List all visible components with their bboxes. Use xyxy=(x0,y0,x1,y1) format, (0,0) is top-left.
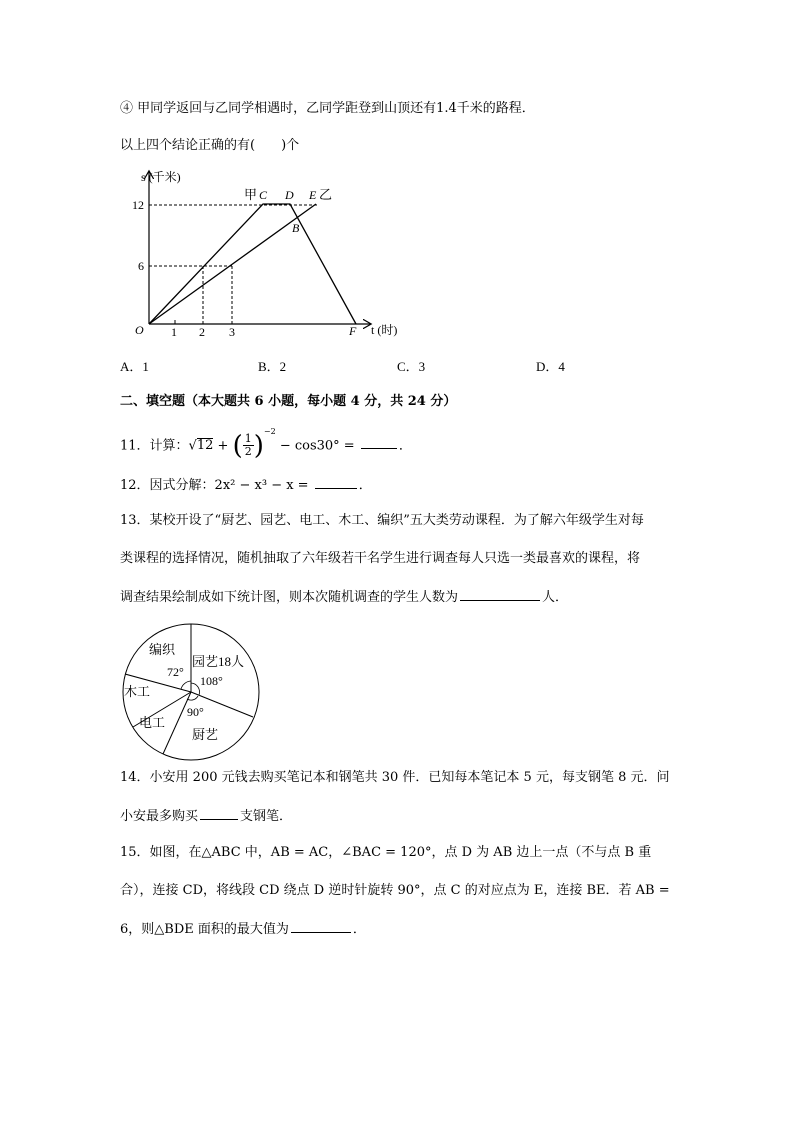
pie-label-electrical: 电工 xyxy=(139,715,166,730)
pie-label-woodwork: 木工 xyxy=(124,684,151,699)
pie-angle-108: 108° xyxy=(200,674,223,688)
q15-answer-blank[interactable] xyxy=(291,920,351,933)
q11-frac-num: 1 xyxy=(244,432,252,446)
q12: 12．因式分解：2x² − x³ − x = ． xyxy=(120,478,372,493)
x-tick-1: 1 xyxy=(171,325,177,339)
q14-answer-blank[interactable] xyxy=(200,807,238,820)
option-b: B．2 xyxy=(258,359,287,374)
label-yi: 乙 xyxy=(319,187,333,202)
origin-label: O xyxy=(135,323,144,337)
pie-angle-90: 90° xyxy=(187,705,204,719)
q13-answer-blank[interactable] xyxy=(460,588,540,601)
q14-line-1: 14．小安用 200 元钱去购买笔记本和钢笔共 30 件．已知每本笔记本 5 元，每支钢笔 8 元．问 xyxy=(120,770,670,785)
pie-label-weaving: 编织 xyxy=(149,642,176,657)
option-c: C．3 xyxy=(397,359,426,374)
section-2-heading: 二、填空题（本大题共 6 小题，每小题 4 分，共 24 分） xyxy=(120,394,457,409)
pie-label-cooking: 厨艺 xyxy=(192,727,219,742)
label-F: F xyxy=(349,324,357,338)
label-E: E xyxy=(309,188,317,202)
option-a: A．1 xyxy=(120,359,149,374)
q11-tail: − cos30° = xyxy=(279,438,355,454)
pie-angle-72: 72° xyxy=(167,665,184,679)
q11-sqrt-arg: 12 xyxy=(196,438,214,454)
sqrt-symbol: √ xyxy=(188,438,197,454)
q12-text: 12．因式分解：2x² − x³ − x = xyxy=(120,478,309,493)
option-d: D．4 xyxy=(536,359,565,374)
x-tick-3: 3 xyxy=(229,325,235,339)
label-D: D xyxy=(285,188,294,202)
q14-line-2: 小安最多购买 支钢笔． xyxy=(120,809,293,824)
q10-prompt: 以上四个结论正确的有( )个 xyxy=(120,138,300,153)
y-axis-label: s (千米) xyxy=(141,170,181,184)
label-C: C xyxy=(259,188,268,202)
q11-exponent: −2 xyxy=(263,427,276,436)
y-tick-12: 12 xyxy=(132,198,144,212)
q11: 11．计算：√12 + ( $\frac{1}{2}$ )$^{-2}$ − cos30° = ． xyxy=(120,427,412,461)
q12-answer-blank[interactable] xyxy=(315,476,357,489)
q11-prefix: 11．计算： xyxy=(120,438,189,454)
pie-chart xyxy=(120,622,265,762)
y-tick-6: 6 xyxy=(138,259,144,273)
pie-label-gardening: 园艺18人 xyxy=(192,654,245,669)
label-B: B xyxy=(292,221,300,235)
q13-line-1: 13．某校开设了“厨艺、园艺、电工、木工、编织”五大类劳动课程．为了解六年级学生对每 xyxy=(120,513,644,528)
q15-line-2: 合），连接 CD，将线段 CD 绕点 D 逆时针旋转 90°，点 C 的对应点为 E，连接 BE．若 AB = xyxy=(120,883,670,898)
q15-line-3: 6，则△BDE 面积的最大值为 ． xyxy=(120,922,366,937)
q11-answer-blank[interactable] xyxy=(361,436,397,449)
q13-line-2: 类课程的选择情况，随机抽取了六年级若干名学生进行调查每人只选一类最喜欢的课程，将 xyxy=(120,551,641,566)
distance-time-graph xyxy=(118,168,408,343)
q15-line-1: 15．如图，在△ABC 中，AB = AC，∠BAC = 120°，点 D 为 AB 边上一点（不与点 B 重 xyxy=(120,845,652,860)
line-jia xyxy=(149,204,356,324)
q10-conclusion-4: ④ 甲同学返回与乙同学相遇时，乙同学距登到山顶还有1.4千米的路程． xyxy=(120,101,535,116)
q11-frac-den: 2 xyxy=(244,445,252,459)
q13-line-3: 调查结果绘制成如下统计图，则本次随机调查的学生人数为 人． xyxy=(120,590,569,605)
x-tick-2: 2 xyxy=(199,325,205,339)
x-axis-label: t (时) xyxy=(371,323,398,337)
label-jia: 甲 xyxy=(244,187,258,202)
